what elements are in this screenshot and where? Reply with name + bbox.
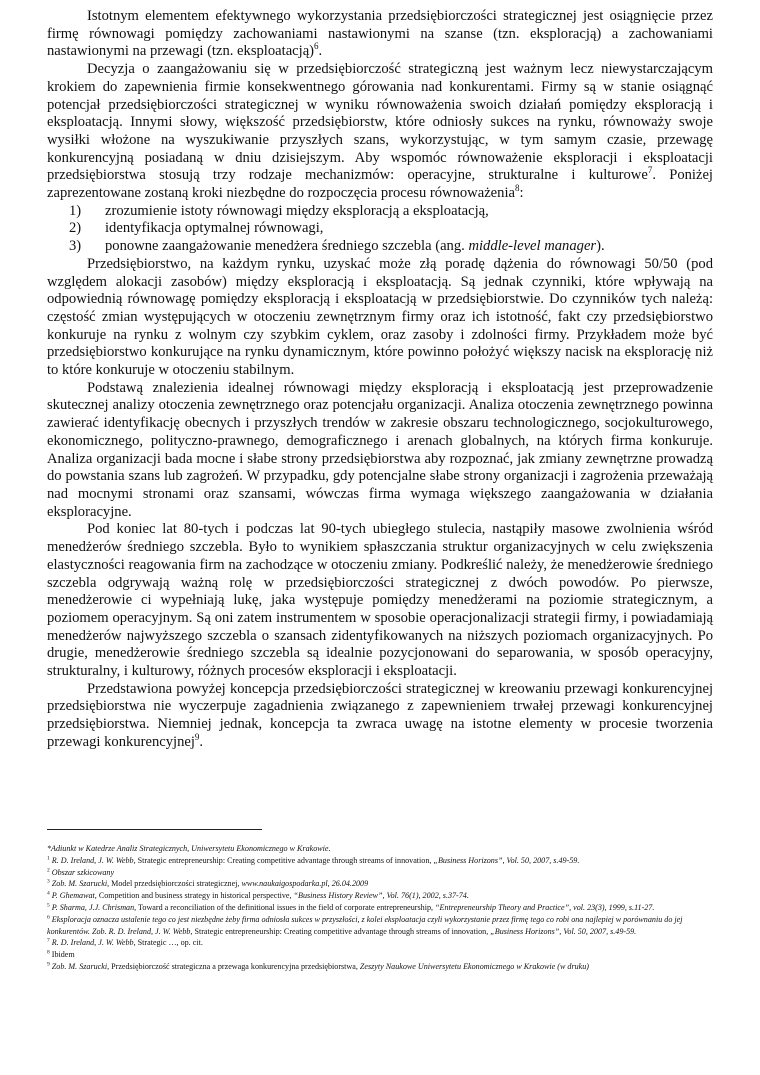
text-run: „Business Horizons”, Vol. 50, 2007, s.49-59. bbox=[490, 926, 637, 936]
text-run: „Business Horizons”, Vol. 50, 2007, s.49-59. bbox=[433, 855, 580, 865]
list-number: 3) bbox=[69, 238, 82, 255]
text-run: Ibidem bbox=[49, 950, 75, 960]
text-run: “Entrepreneurship Theory and Practice”, vol. 23(3), 1999, s.11-27. bbox=[435, 902, 655, 912]
text-run: . bbox=[199, 733, 204, 750]
footnote bbox=[47, 878, 713, 890]
footnote-number: 2 bbox=[47, 866, 50, 873]
text-run: P. Ghemawat bbox=[49, 891, 95, 901]
text-run: middle-level manager bbox=[468, 238, 597, 255]
text-run: Przedstawiona powyżej koncepcja przedsiębiorczości strategicznej w kreowaniu przewagi konkurencyjnej przedsiębiorstwa nie wyczerpuje zagadnienia związanego z zapewnieniem trwałej przewagi konkurencyjnej przedsiębiorstwa. Niemniej jednak, koncepcja ta zwraca uwagę na istotne elementy w procesie tworzenia przewagi konkurencyjnej bbox=[47, 680, 713, 750]
document-body bbox=[47, 8, 713, 752]
footnote bbox=[47, 937, 713, 949]
text-run: www.naukaigospodarka.pl, 26.04.2009 bbox=[241, 879, 369, 889]
list-item bbox=[47, 220, 713, 238]
text-run: . bbox=[318, 43, 323, 60]
footnote-marker: 8 bbox=[514, 183, 520, 194]
text-run: . Poniżej zaprezentowane zostaną kroki niezbędne do rozpoczęcia procesu równoważenia bbox=[47, 167, 713, 202]
text-run: “Business History Review”, Vol. 76(1), 2002, s.37-74. bbox=[293, 891, 469, 901]
footnote-number: 9 bbox=[47, 961, 50, 968]
footnote-marker: 9 bbox=[194, 731, 200, 742]
list-text bbox=[105, 238, 605, 256]
footnotes bbox=[47, 843, 713, 973]
text-run: Zob. M. Szarucki bbox=[49, 961, 108, 971]
footnote bbox=[47, 843, 713, 855]
footnote-number: 3 bbox=[47, 878, 50, 885]
text-run: P. Sharma, J.J. Chrisman bbox=[49, 902, 135, 912]
text-run: Istotnym elementem efektywnego wykorzystania przedsiębiorczości strategicznej jest osiągnięcie przez firmę równowagi pomiędzy zachowaniami nastawionymi na szanse (tzn. eksploracją) a zachowaniami nastawionymi na przewagi (tzn. eksploatacją) bbox=[47, 8, 713, 60]
paragraph bbox=[47, 380, 713, 522]
text-run: Zeszyty Naukowe Uniwersytetu Ekonomicznego w Krakowie (w druku) bbox=[359, 961, 589, 971]
footnote bbox=[47, 855, 713, 867]
text-run: Obszar szkicowany bbox=[49, 867, 115, 877]
list-number: 2) bbox=[69, 220, 82, 237]
paragraph bbox=[47, 8, 713, 61]
list-item bbox=[47, 238, 713, 256]
footnote bbox=[47, 961, 713, 973]
text-run: Pod koniec lat 80-tych i podczas lat 90-tych ubiegłego stulecia, nastąpiły masowe zwolnienia wśród menedżerów średniego szczebla. Było to wynikiem spłaszczania struktur organizacyjnych w celu zwiększenia elastyczności reagowania firm na zachodzące w otoczeniu zmiany. Podkreślić należy, że menedżerowie średniego szczebla odgrywają ważną rolę w przedsiębiorczości strategicznej z dwóch powodów. Po pierwsze, menedżerowie ci wypełniają lukę, jaka występuje pomiędzy menedżerami na poziomie strategicznym, a poziomem operacyjnym. Są oni zatem instrumentem w sposobie operacjonalizacji strategii firmy, i powiadamiają menedżerów najwyższego szczebla o szansach zidentyfikowanych na niższych poziomach organizacyjnych. Po drugie, menedżerowie średniego szczebla są idealnie pozycjonowani do separowania, w sposób operacyjny, strukturalny, i kulturowy, różnych procesów eksploracji i eksploatacji. bbox=[47, 521, 713, 680]
footnote bbox=[47, 949, 713, 961]
footnote-number: 1 bbox=[47, 855, 50, 862]
footnote bbox=[47, 902, 713, 914]
paragraph bbox=[47, 256, 713, 380]
footnote bbox=[47, 914, 713, 938]
text-run: R. D. Ireland, J. W. Webb bbox=[49, 938, 134, 948]
text-run: Przedsiębiorstwo, na każdym rynku, uzyskać może złą poradę dążenia do równowagi 50/50 (pod względem alokacji zasobów) między eksploracją i eksploatacją. Są jednak czynniki, które wpływają na odpowiednią równowagę pomiędzy eksploracją i eksploatacją w przedsiębiorstwie. Do czynników tych należą: częstość zmian występujących w otoczeniu zewnętrznym firmy oraz ich istotność, fakt czy przedsiębiorstwo konkuruje na rynku z wolnym czy szybkim cyklem, oraz zasoby i zdolności firmy. Przykładem może być przedsiębiorstwo konkurujące na rynku dynamicznym, które powinno położyć większy nacisk na eksplorację niż to które konkuruje w otoczeniu stabilnym. bbox=[47, 255, 713, 379]
list-text bbox=[105, 203, 489, 221]
text-run: Eksploracja oznacza ustalenie tego co jest niezbędne żeby firma odniosła sukces w przyszłości, z kolei eksploatacja czyli wykorzystanie przez firmę tego co robi ona najlepiej w porównaniu do jej konkurentów. Zob. R. D. Ireland, J. W. Webb bbox=[47, 914, 683, 936]
text-run: Podstawą znalezienia idealnej równowagi między eksploracją i eksploatacją jest przeprowadzenie skutecznej analizy otoczenia zewnętrznego oraz potencjału organizacji. Analiza otoczenia zewnętrznego powinna zawierać identyfikację obecnych i przyszłych trendów w zakresie obszaru technologicznego, socjokulturowego, ekonomicznego, polityczno-prawnego, demograficznego i arenach globalnych, na których firma konkuruje. Analiza organizacji bada mocne i słabe strony przedsiębiorstwa aby rozpoznać, jak zmiany zewnętrzne prowadzą do powstania szans lub zagrożeń. W przypadku, gdy potencjalne słabe strony organizacji i zagrożenia przeważają nad mocnymi stronami oraz szansami, wówczas firma wymaga większego zaangażowania w działania eksploracyjne. bbox=[47, 379, 713, 520]
footnote bbox=[47, 890, 713, 902]
footnote-marker: 6 bbox=[314, 41, 319, 52]
footnote-marker: 7 bbox=[647, 165, 653, 176]
text-run: ponowne zaangażowanie menedżera średniego szczebla (ang. bbox=[105, 238, 469, 255]
text-run: , Strategic entrepreneurship: Creating competitive advantage through streams of innovation, bbox=[190, 926, 491, 936]
footnote-number: 4 bbox=[47, 890, 50, 897]
paragraph bbox=[47, 521, 713, 680]
text-run: zrozumienie istoty równowagi między eksploracją a eksploatacją, bbox=[105, 202, 489, 219]
text-run: , Strategic …, op. cit. bbox=[133, 938, 203, 948]
text-run: ). bbox=[596, 238, 605, 255]
text-run: , Competition and business strategy in historical perspective, bbox=[94, 891, 294, 901]
footnote-number: 5 bbox=[47, 902, 50, 909]
footnote-number: 7 bbox=[47, 937, 50, 944]
text-run: , Strategic entrepreneurship: Creating competitive advantage through streams of innovation, bbox=[133, 855, 434, 865]
footnote-number: 6 bbox=[47, 914, 50, 921]
paragraph bbox=[47, 61, 713, 203]
footnote-separator bbox=[47, 829, 262, 830]
list-item bbox=[47, 203, 713, 221]
text-run: , Przedsiębiorczość strategiczna a przewaga konkurencyjna przedsiębiorstwa, bbox=[107, 961, 360, 971]
text-run: , Model przedsiębiorczości strategicznej, bbox=[107, 879, 242, 889]
footnote-number: 8 bbox=[47, 949, 50, 956]
list-text bbox=[105, 220, 323, 238]
text-run: *Adiunkt w Katedrze Analiz Strategicznych, Uniwersytetu Ekonomicznego w Krakowie. bbox=[47, 844, 331, 853]
list-number: 1) bbox=[69, 202, 82, 219]
text-run: R. D. Ireland, J. W. Webb bbox=[49, 855, 134, 865]
text-run: Decyzja o zaangażowaniu się w przedsiębiorczość strategiczną jest ważnym lecz niewystarczającym krokiem do zapewnienia firmie konsekwentnego górowania nad konkurentami. Firmy są w stanie osiągnąć potencjał przedsiębiorczości strategicznej w wyniku równoważenia swoich działań pomiędzy eksploracją i eksploatacją. Innymi słowy, większość przedsiębiorstw, które odniosły sukces na rynku, równoważy swoje wysiłki włożone na wyszukiwanie przyszłych szans, wykorzystując, w tym samym czasie, przewagę konkurencyjną posiadaną w dniu dzisiejszym. Aby wspomóc równoważenie eksploracji i eksploatacji przedsiębiorstwa stosują trzy rodzaje mechanizmów: operacyjne, strukturalne i kulturowe bbox=[47, 61, 713, 184]
paragraph bbox=[47, 681, 713, 752]
text-run: , Toward a reconciliation of the definitional issues in the field of corporate entrepreneurship, bbox=[134, 902, 436, 912]
text-run: identyfikacja optymalnej równowagi, bbox=[105, 220, 324, 237]
numbered-list bbox=[47, 203, 713, 256]
text-run: : bbox=[519, 185, 524, 202]
footnote bbox=[47, 867, 713, 879]
text-run: Zob. M. Szarucki bbox=[49, 879, 108, 889]
